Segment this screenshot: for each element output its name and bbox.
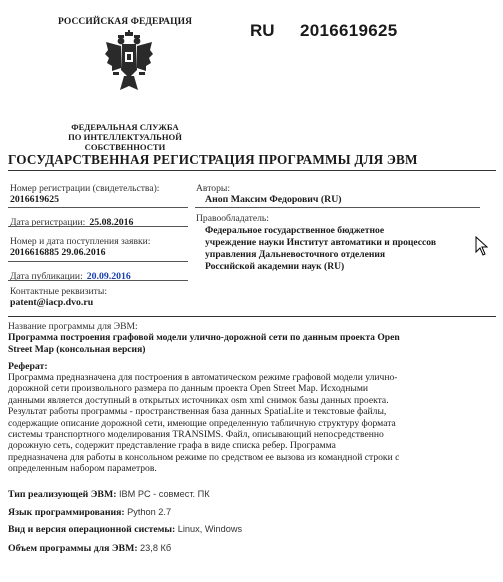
- abstract-line: данными является доступный в открытых источниках osm xml снимок базы данных проекта.: [8, 394, 389, 406]
- holder-line: учреждение науки Институт автоматики и процессов: [205, 237, 437, 248]
- section-divider: [8, 316, 496, 317]
- os-row: [8, 524, 242, 535]
- computer-type-row: [8, 489, 210, 500]
- size-label: Объем программы для ЭВМ:: [8, 543, 138, 554]
- language-label: Язык программирования:: [8, 507, 125, 518]
- document-title: ГОСУДАРСТВЕННАЯ РЕГИСТРАЦИЯ ПРОГРАММЫ ДЛЯ ЭВМ: [8, 152, 418, 167]
- program-name-line: Street Map (консольная версия): [8, 344, 146, 355]
- language-value: Python 2.7: [127, 507, 172, 517]
- agency-line-2: ПО ИНТЕЛЛЕКТУАЛЬНОЙ СОБСТВЕННОСТИ: [68, 132, 182, 152]
- contacts-value: patent@iacp.dvo.ru: [10, 297, 94, 308]
- left-divider: [8, 261, 188, 262]
- left-divider: [8, 280, 188, 281]
- pub-date-link[interactable]: 20.09.2016: [86, 271, 131, 282]
- abstract-line: дорожную сеть, содержит представление графа в виде списка ребер. Программа: [8, 440, 336, 452]
- reg-date-row: [10, 212, 133, 230]
- double-headed-eagle-icon: [104, 30, 154, 110]
- computer-type-label: Тип реализующей ЭВМ:: [8, 489, 117, 500]
- abstract-line: системы транспортного моделирования TRANSIMS. Файл, описывающий непосредственно: [8, 429, 384, 441]
- title-divider: [8, 170, 496, 171]
- pub-date-row: [10, 266, 131, 284]
- abstract-line: определенным набором параметров.: [8, 463, 157, 475]
- holder-line: управления Дальневосточного отделения: [205, 249, 386, 260]
- mouse-pointer-icon: [475, 236, 489, 256]
- program-name-label: Название программы для ЭВМ:: [8, 321, 138, 332]
- left-divider: [8, 226, 188, 227]
- reg-date-label: Дата регистрации:: [10, 217, 86, 228]
- holder-label: Правообладатель:: [196, 213, 269, 224]
- holder-value: [205, 225, 436, 273]
- os-label: Вид и версия операционной системы:: [8, 524, 176, 535]
- authors-label: Авторы:: [196, 183, 230, 194]
- abstract-line: содержащие описание дорожной сети, имеющие определенную табличную структуру формата: [8, 417, 396, 429]
- registration-number-header: 2016619625: [300, 21, 398, 40]
- pub-date-label: Дата публикации:: [10, 271, 83, 282]
- abstract-label: Реферат:: [8, 361, 48, 372]
- country-name: РОССИЙСКАЯ ФЕДЕРАЦИЯ: [58, 17, 193, 27]
- abstract-line: дорожной сети произвольного размера по данным проекта Open Street Map. Исходными: [8, 383, 369, 395]
- abstract-line: Программа предназначена для построения в автоматическом режиме графовой модели улично-: [8, 372, 398, 383]
- program-name-value: [8, 332, 498, 356]
- reg-date-value: 25.08.2016: [89, 217, 134, 228]
- computer-type-value: IBM PC - совмест. ПК: [118, 489, 210, 499]
- authors-value: Аноп Максим Федорович (RU): [205, 194, 342, 205]
- reg-number-value: 2016619625: [10, 194, 59, 205]
- contacts-label: Контактные реквизиты:: [10, 286, 107, 297]
- abstract-line: предназначена для работы в консольном режиме по средством ее вызова из командной строки с: [8, 451, 400, 463]
- agency-line-1: ФЕДЕРАЛЬНАЯ СЛУЖБА: [71, 122, 179, 132]
- size-value: 23,8 Кб: [140, 543, 172, 553]
- language-row: [8, 507, 171, 518]
- os-value: Linux, Windows: [177, 524, 243, 534]
- holder-line: Российской академии наук (RU): [205, 261, 345, 272]
- left-divider: [8, 207, 188, 208]
- agency-name: [30, 122, 220, 152]
- program-name-line: Программа построения графовой модели улично-дорожной сети по данным проекта Open: [8, 332, 400, 343]
- application-value: 2016616885 29.06.2016: [10, 247, 106, 258]
- size-row: [8, 543, 171, 554]
- abstract-text: [8, 372, 496, 475]
- holder-line: Федеральное государственное бюджетное: [205, 225, 385, 236]
- right-divider: [195, 207, 480, 208]
- abstract-line: Результат работы программы - пространственная база данных SpatiaLite и текстовые файлы,: [8, 406, 387, 418]
- application-label: Номер и дата поступления заявки:: [10, 236, 151, 247]
- reg-number-label: Номер регистрации (свидетельства):: [10, 183, 160, 194]
- country-code: RU: [250, 21, 275, 40]
